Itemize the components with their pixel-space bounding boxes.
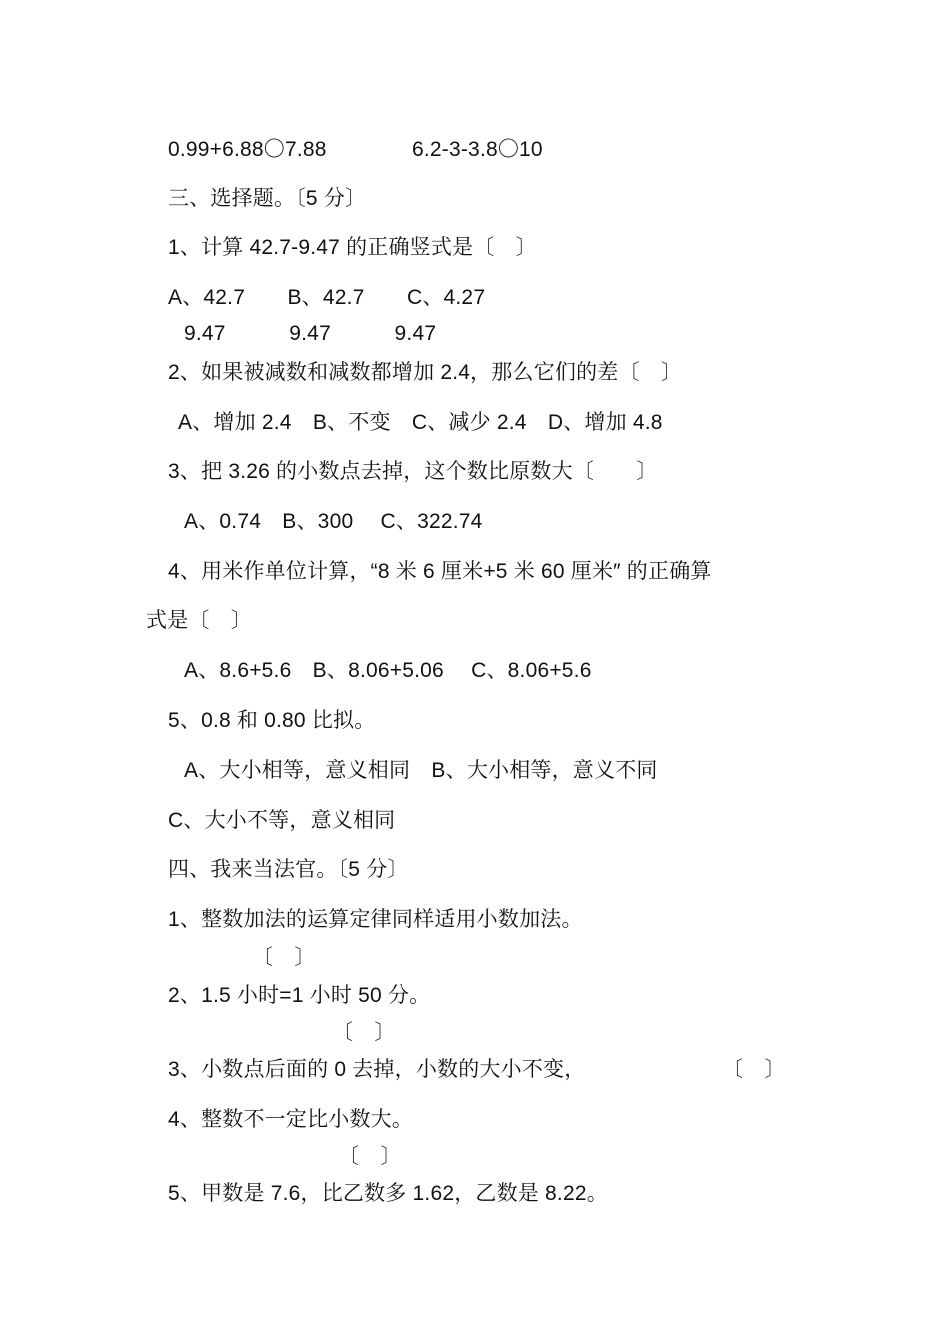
judge-bracket-2: 〔 〕 [332,1021,396,1044]
judge-bracket-4: 〔 〕 [338,1145,402,1168]
judge-item-4: 4、整数不一定比小数大。 [168,1108,414,1131]
judge-bracket-1: 〔 〕 [252,946,316,969]
section4-heading: 四、我来当法官。〔5 分〕 [168,858,409,881]
q1-options: A、42.7 B、42.7 C、4.27 [168,286,486,309]
section3-heading: 三、选择题。〔5 分〕 [168,187,367,210]
judge-item-1: 1、整数加法的运算定律同样适用小数加法。 [168,908,583,931]
q5-options2: C、大小不等，意义相同 [168,809,396,832]
q1-sub: 9.47 9.47 9.47 [184,322,437,345]
judge-bracket-3: 〔 〕 [722,1058,786,1081]
judge-item-3: 3、小数点后面的 0 去掉，小数的大小不变， [168,1058,586,1081]
q3-stem: 3、把 3.26 的小数点去掉，这个数比原数大〔 〕 [168,460,658,483]
q2-stem: 2、如果被减数和减数都增加 2.4，那么它们的差〔 〕 [168,361,683,384]
q5-options: A、大小相等，意义相同 B、大小相等，意义不同 [184,759,658,782]
judge-item-2: 2、1.5 小时=1 小时 50 分。 [168,984,431,1007]
q5-stem: 5、0.8 和 0.80 比拟。 [168,709,376,732]
compare-left: 0.99+6.88〇7.88 [168,138,327,161]
q2-options: A、增加 2.4 B、不变 C、减少 2.4 D、增加 4.8 [178,411,663,434]
q4-options: A、8.6+5.6 B、8.06+5.06 C、8.06+5.6 [184,659,592,682]
q3-options: A、0.74 B、300 C、322.74 [184,510,483,533]
q4-stem: 4、用米作单位计算，“8 米 6 厘米+5 米 60 厘米″ 的正确算 [168,560,712,583]
compare-right: 6.2-3-3.8〇10 [412,138,543,161]
q4-stem-cont: 式是〔 〕 [146,609,252,632]
q1-stem: 1、计算 42.7-9.47 的正确竖式是〔 〕 [168,236,537,259]
judge-item-5: 5、甲数是 7.6，比乙数多 1.62，乙数是 8.22。 [168,1182,608,1205]
